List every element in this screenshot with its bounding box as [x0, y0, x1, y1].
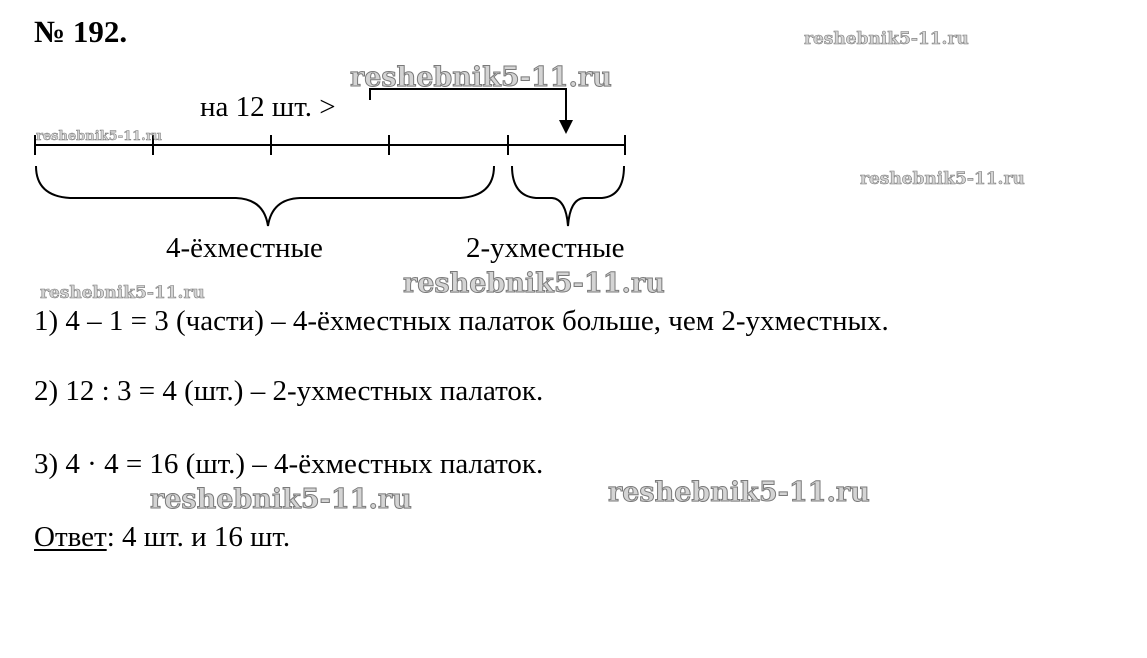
- watermark: reshebnik5-11.ru: [860, 169, 1025, 189]
- solution-step-2: 2) 12 : 3 = 4 (шт.) – 2-ухместных палаток.: [34, 375, 544, 407]
- watermark: reshebnik5-11.ru: [40, 283, 205, 303]
- answer-line: [34, 521, 290, 554]
- watermark: reshebnik5-11.ru: [804, 29, 969, 49]
- difference-label: на 12 шт. >: [200, 91, 336, 123]
- watermark: reshebnik5-11.ru: [608, 477, 870, 508]
- arrow-down-icon: [559, 120, 573, 134]
- answer-value: : 4 шт. и 16 шт.: [106, 521, 291, 553]
- solution-step-3: 3) 4 · 4 = 16 (шт.) – 4-ёхместных палаток.: [34, 448, 544, 480]
- watermark: reshebnik5-11.ru: [350, 62, 612, 93]
- right-group-label: 2-ухместные: [466, 232, 625, 264]
- left-group-brace: [36, 166, 494, 226]
- right-group-brace: [512, 166, 624, 226]
- watermark: reshebnik5-11.ru: [150, 484, 412, 515]
- watermark: reshebnik5-11.ru: [403, 268, 665, 299]
- watermark: reshebnik5-11.ru: [36, 129, 163, 144]
- difference-bracket: [370, 89, 566, 124]
- problem-number: № 192.: [34, 14, 128, 49]
- solution-step-1: 1) 4 – 1 = 3 (части) – 4-ёхместных палаток больше, чем 2-ухместных.: [34, 305, 889, 337]
- answer-label: Ответ: [34, 521, 107, 553]
- left-group-label: 4-ёхместные: [166, 232, 323, 264]
